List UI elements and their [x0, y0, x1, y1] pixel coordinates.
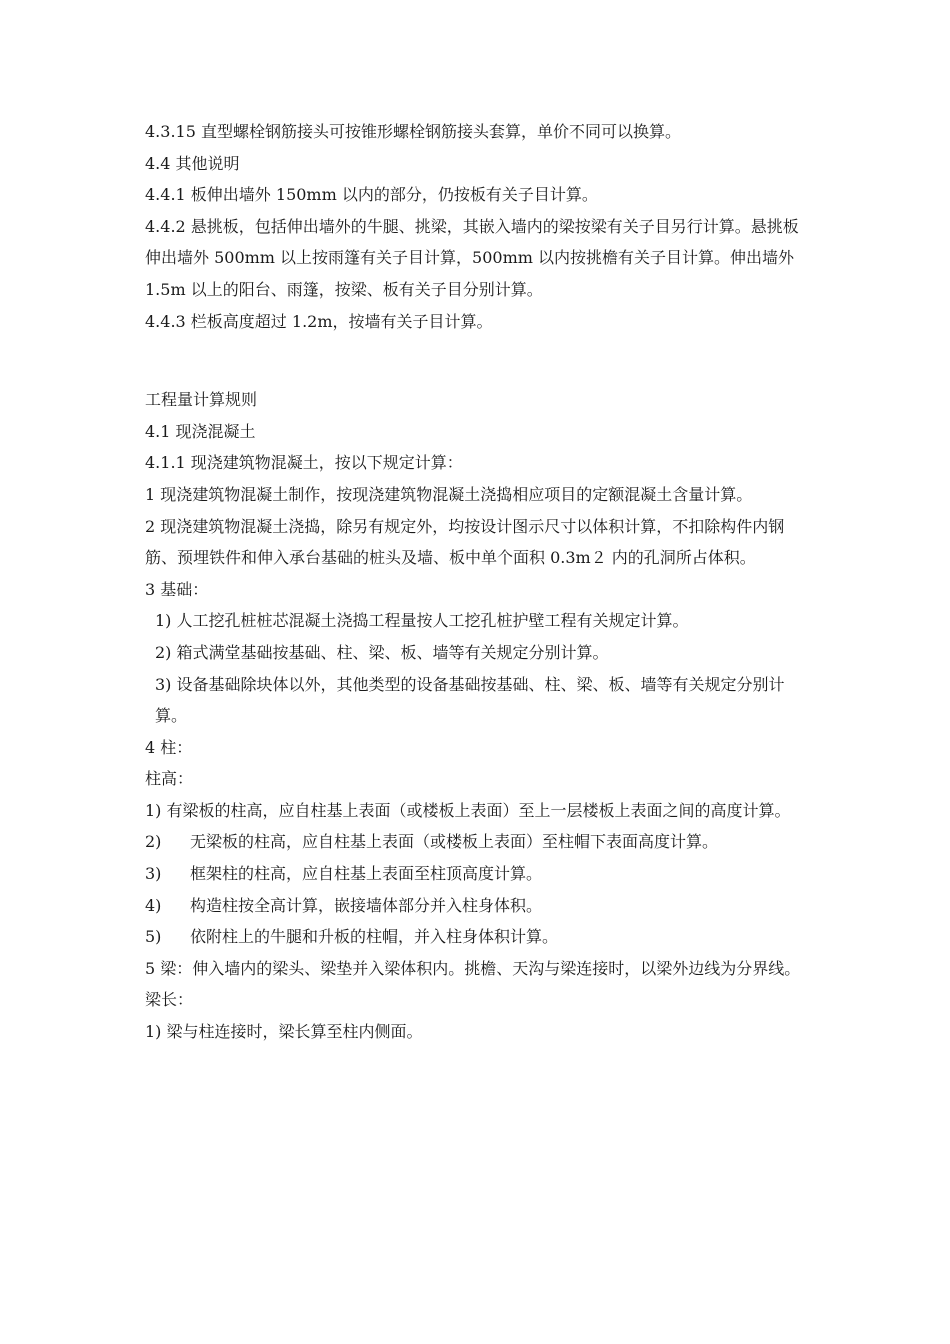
- clause-4-3-15: 4.3.15 直型螺栓钢筋接头可按锥形螺栓钢筋接头套算，单价不同可以换算。: [145, 122, 681, 141]
- item-text: 无梁板的柱高，应自柱基上表面（或楼板上表面）至柱帽下表面高度计算。: [190, 832, 719, 852]
- foundation-item-1: 1) 人工挖孔桩桩芯混凝土浇捣工程量按人工挖孔桩护壁工程有关规定计算。: [155, 611, 689, 631]
- clause-4-4-2: 4.4.2 悬挑板，包括伸出墙外的牛腿、挑梁，其嵌入墙内的梁按梁有关子目另行计算。悬挑板伸出墙外 500mm 以上按雨篷有关子目计算，500mm 以内按挑檐有关子目计算。伸出墙外 1.5m 以上的阳台、雨篷，按梁、板有关子目分别计算。: [145, 216, 799, 299]
- heading-4-1-1: 4.1.1 现浇建筑物混凝土，按以下规定计算：: [145, 453, 463, 473]
- paragraph-4: 4 柱：: [145, 737, 193, 757]
- section-gap: [145, 337, 810, 384]
- clause-4-4-1: 4.4.1 板伸出墙外 150mm 以内的部分，仍按板有关子目计算。: [145, 185, 598, 205]
- beam-item-1: 1) 梁与柱连接时，梁长算至柱内侧面。: [145, 1022, 423, 1042]
- item-number: 3): [145, 864, 162, 884]
- heading-4-1: 4.1 现浇混凝土: [145, 421, 256, 441]
- foundation-item-2: 2) 箱式满堂基础按基础、柱、梁、板、墙等有关规定分别计算。: [155, 642, 609, 662]
- paragraph-1: 1 现浇建筑物混凝土制作，按现浇建筑物混凝土浇捣相应项目的定额混凝土含量计算。: [145, 484, 753, 504]
- document-body: [145, 116, 810, 1048]
- paragraph-5: 5 梁：伸入墙内的梁头、梁垫并入梁体积内。挑檐、天沟与梁连接时，以梁外边线为分界线。: [145, 958, 801, 978]
- column-height-label: 柱高：: [145, 769, 194, 789]
- item-number: 5): [145, 927, 162, 947]
- column-item-1: 1) 有梁板的柱高，应自柱基上表面（或楼板上表面）至上一层楼板上表面之间的高度计算。: [145, 800, 791, 820]
- column-item-2: [145, 826, 810, 858]
- item-text: 依附柱上的牛腿和升板的柱帽，并入柱身体积计算。: [190, 927, 559, 947]
- item-text: 框架柱的柱高，应自柱基上表面至柱顶高度计算。: [190, 864, 543, 884]
- column-item-3: [145, 858, 810, 890]
- section-title: 工程量计算规则: [145, 390, 258, 410]
- heading-4-4: 4.4 其他说明: [145, 153, 240, 173]
- paragraph-2: 2 现浇建筑物混凝土浇捣，除另有规定外，均按设计图示尺寸以体积计算，不扣除构件内钢筋、预埋铁件和伸入承台基础的桩头及墙、板中单个面积 0.3m２ 内的孔洞所占体积。: [145, 516, 785, 568]
- paragraph-3: 3 基础：: [145, 579, 209, 599]
- clause-4-4-3: 4.4.3 栏板高度超过 1.2m，按墙有关子目计算。: [145, 311, 493, 331]
- foundation-item-3: 3) 设备基础除块体以外，其他类型的设备基础按基础、柱、梁、板、墙等有关规定分别计算。: [155, 674, 785, 726]
- column-item-4: [145, 890, 810, 922]
- beam-length-label: 梁长：: [145, 990, 194, 1010]
- item-number: 2): [145, 832, 162, 852]
- item-number: 4): [145, 895, 162, 915]
- item-text: 构造柱按全高计算，嵌接墙体部分并入柱身体积。: [190, 895, 543, 915]
- column-item-5: [145, 921, 810, 953]
